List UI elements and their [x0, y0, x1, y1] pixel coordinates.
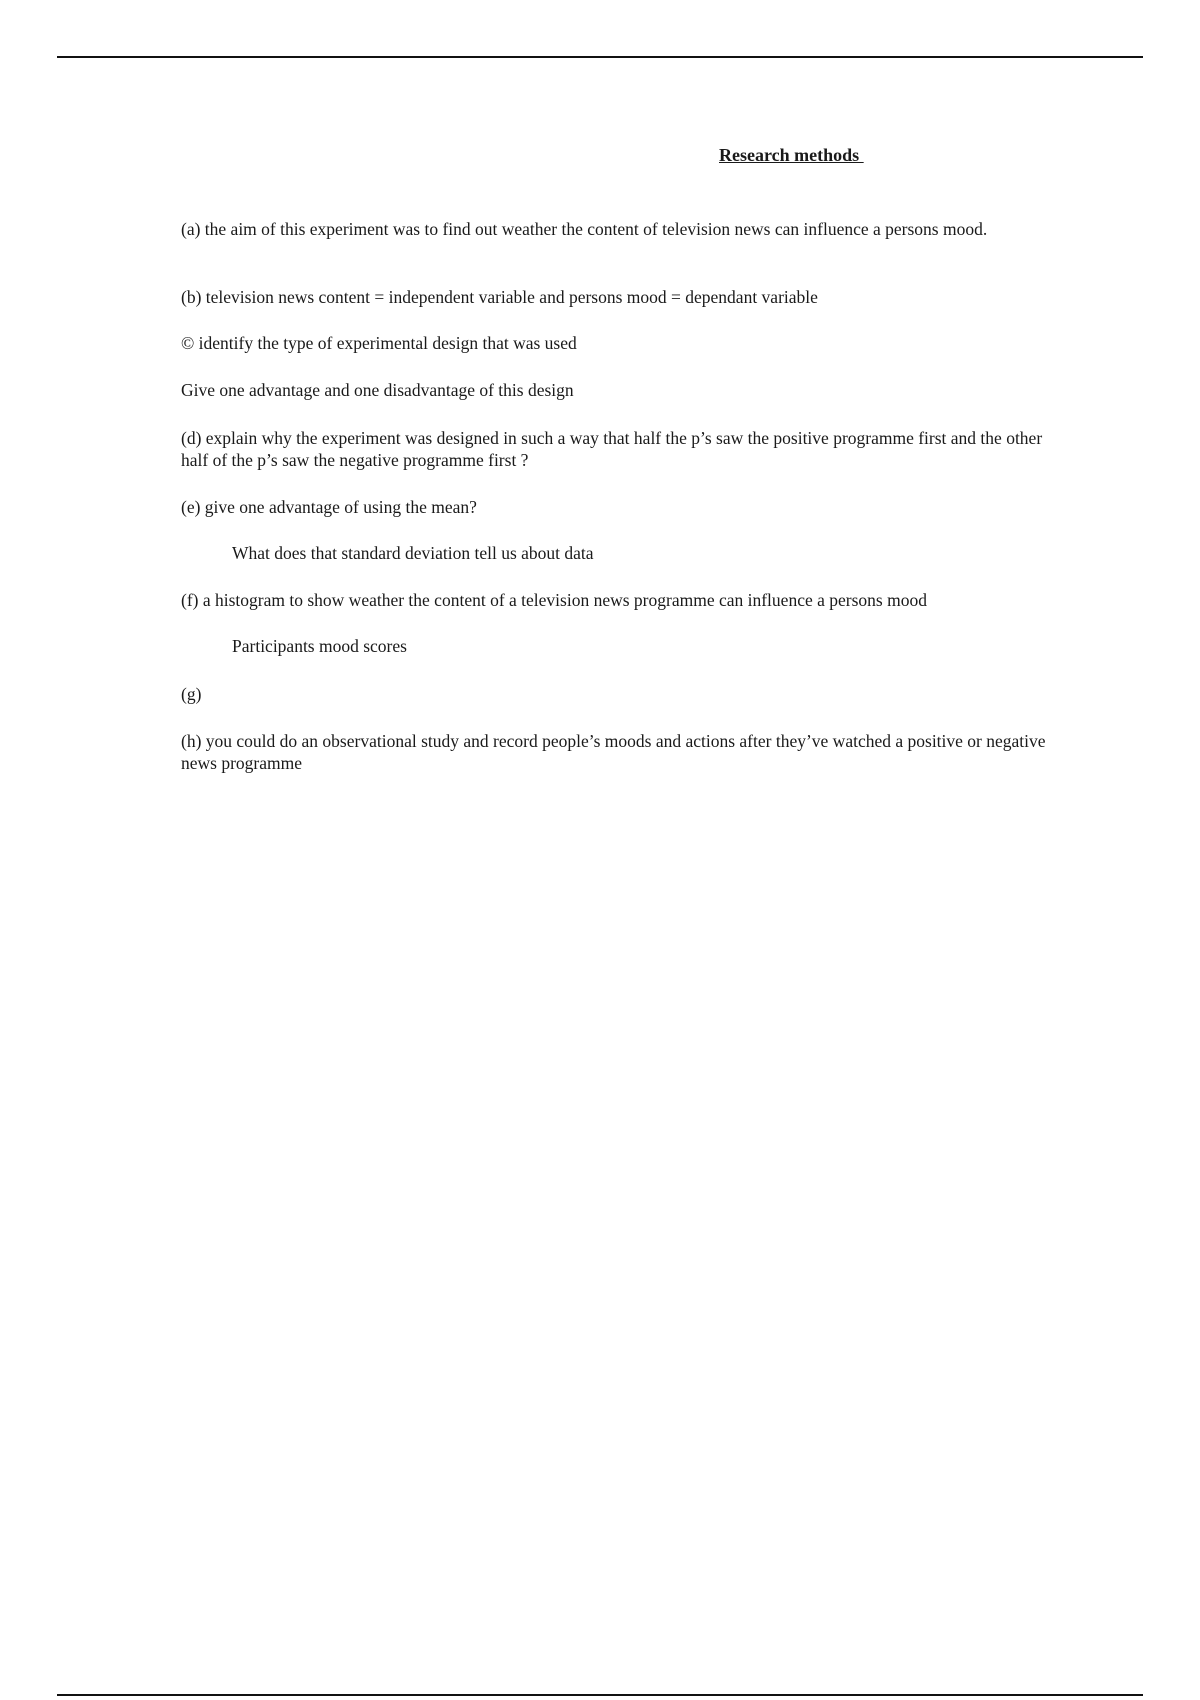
paragraph-c-followup: Give one advantage and one disadvantage of this design	[181, 380, 574, 400]
paragraph-b: (b) television news content = independent variable and persons mood = dependant variable	[181, 287, 818, 307]
document-title: Research methods	[719, 145, 864, 165]
header-rule	[57, 56, 1143, 58]
paragraph-f-followup: Participants mood scores	[232, 636, 407, 656]
paragraph-g: (g)	[181, 684, 202, 704]
paragraph-e: (e) give one advantage of using the mean?	[181, 497, 477, 517]
paragraph-h: (h) you could do an observational study and record people’s moods and actions after they’ve watched a positive or negative news programme	[181, 731, 1046, 773]
footer-rule	[57, 1694, 1143, 1696]
paragraph-e-followup: What does that standard deviation tell us about data	[232, 543, 594, 563]
paragraph-f: (f) a histogram to show weather the content of a television news programme can influence a persons mood	[181, 590, 927, 610]
paragraph-c: © identify the type of experimental design that was used	[181, 333, 577, 353]
paragraph-a: (a) the aim of this experiment was to find out weather the content of television news can influence a persons mood.	[181, 219, 988, 239]
paragraph-d: (d) explain why the experiment was designed in such a way that half the p’s saw the positive programme first and the other half of the p’s saw the negative programme first ?	[181, 428, 1043, 470]
